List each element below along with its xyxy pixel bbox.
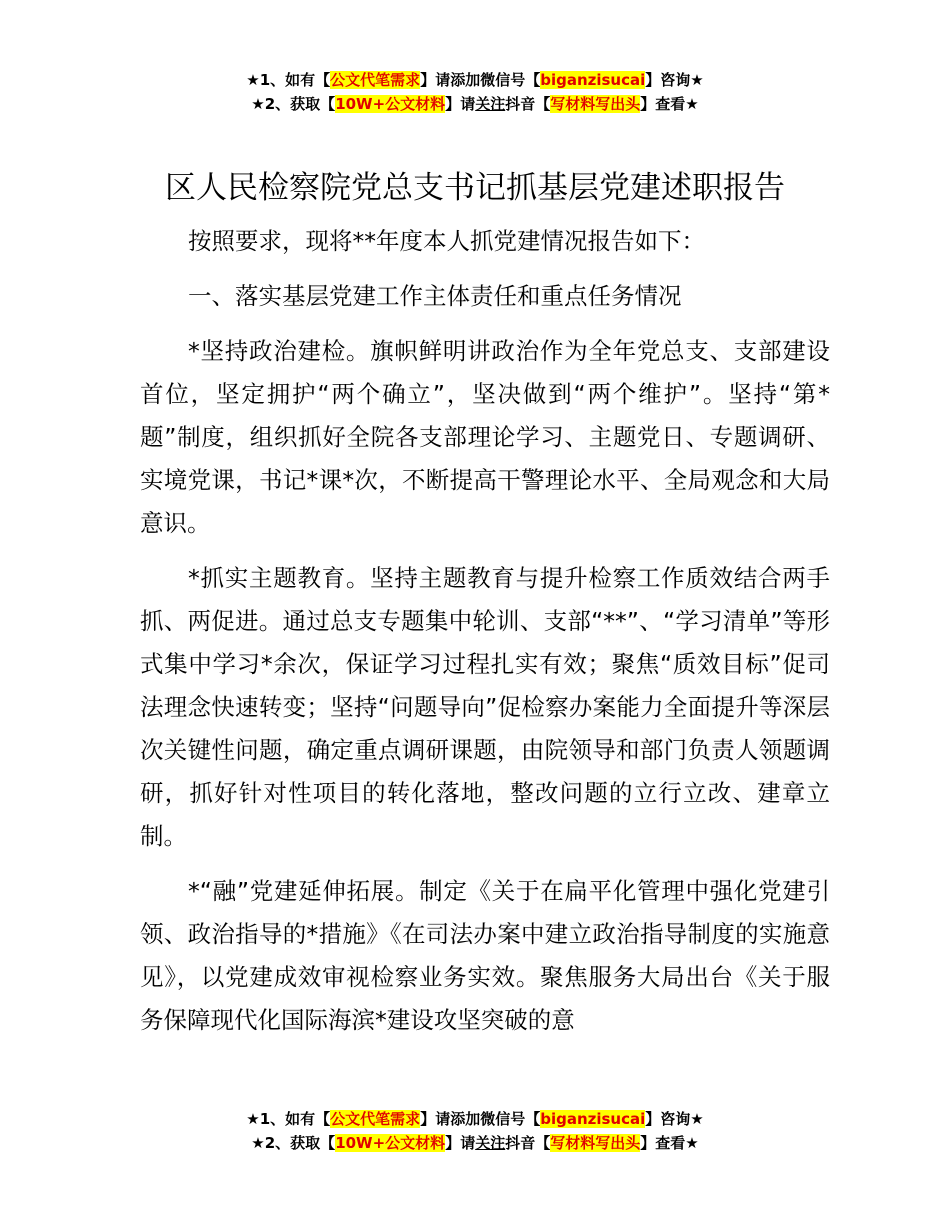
underlined-follow: 关注 bbox=[475, 1134, 506, 1152]
document-body bbox=[140, 220, 830, 1042]
paragraph-political: *坚持政治建检。旗帜鲜明讲政治作为全年党总支、支部建设首位，坚定拥护“两个确立”，坚决做到“两个维护”。坚持“第*题”制度，组织抓好全院各支部理论学习、主题党日、专题调研、实境党课，书记*课*次，不断提高干警理论水平、全局观念和大局意识。 bbox=[140, 337, 830, 537]
footer-line-1: ★1、如有【公文代笔需求】请添加微信号【biganzisucai】咨询★ bbox=[246, 1110, 704, 1128]
section-heading: 一、落实基层党建工作主体责任和重点任务情况 bbox=[188, 282, 682, 310]
wechat-id: biganzisucai bbox=[540, 71, 646, 89]
footer-line-2: ★2、获取【10W+公文材料】请关注抖音【写材料写出头】查看★ bbox=[251, 1134, 699, 1152]
footer-banner bbox=[0, 1107, 950, 1155]
highlight-service: 公文代笔需求 bbox=[330, 71, 421, 89]
douyin-account: 写材料写出头 bbox=[550, 95, 641, 113]
paragraph-education: *抓实主题教育。坚持主题教育与提升检察工作质效结合两手抓、两促进。通过总支专题集中轮训、支部“**”、“学习清单”等形式集中学习*余次，保证学习过程扎实有效；聚焦“质效目标”促司法理念快速转变；坚持“问题导向”促检察办案能力全面提升等深层次关键性问题，确定重点调研课题，由院领导和部门负责人领题调研，抓好针对性项目的转化落地，整改问题的立行立改、建章立制。 bbox=[140, 564, 830, 850]
highlight-materials: 10W+公文材料 bbox=[335, 1134, 446, 1152]
intro-paragraph: 按照要求，现将**年度本人抓党建情况报告如下： bbox=[188, 227, 705, 255]
paragraph-integration: *“融”党建延伸拓展。制定《关于在扁平化管理中强化党建引领、政治指导的*措施》《在司法办案中建立政治指导制度的实施意见》，以党建成效审视检察业务实效。聚焦服务大局出台《关于服务保障现代化国际海滨*建设攻坚突破的意 bbox=[140, 877, 830, 1034]
highlight-service: 公文代笔需求 bbox=[330, 1110, 421, 1128]
wechat-id: biganzisucai bbox=[540, 1110, 646, 1128]
banner-line-2: ★2、获取【10W+公文材料】请关注抖音【写材料写出头】查看★ bbox=[251, 95, 699, 113]
header-banner bbox=[0, 68, 950, 116]
document-title: 区人民检察院党总支书记抓基层党建述职报告 bbox=[165, 170, 785, 206]
banner-line-1: ★1、如有【公文代笔需求】请添加微信号【biganzisucai】咨询★ bbox=[246, 71, 704, 89]
underlined-follow: 关注 bbox=[475, 95, 506, 113]
highlight-materials: 10W+公文材料 bbox=[335, 95, 446, 113]
douyin-account: 写材料写出头 bbox=[550, 1134, 641, 1152]
